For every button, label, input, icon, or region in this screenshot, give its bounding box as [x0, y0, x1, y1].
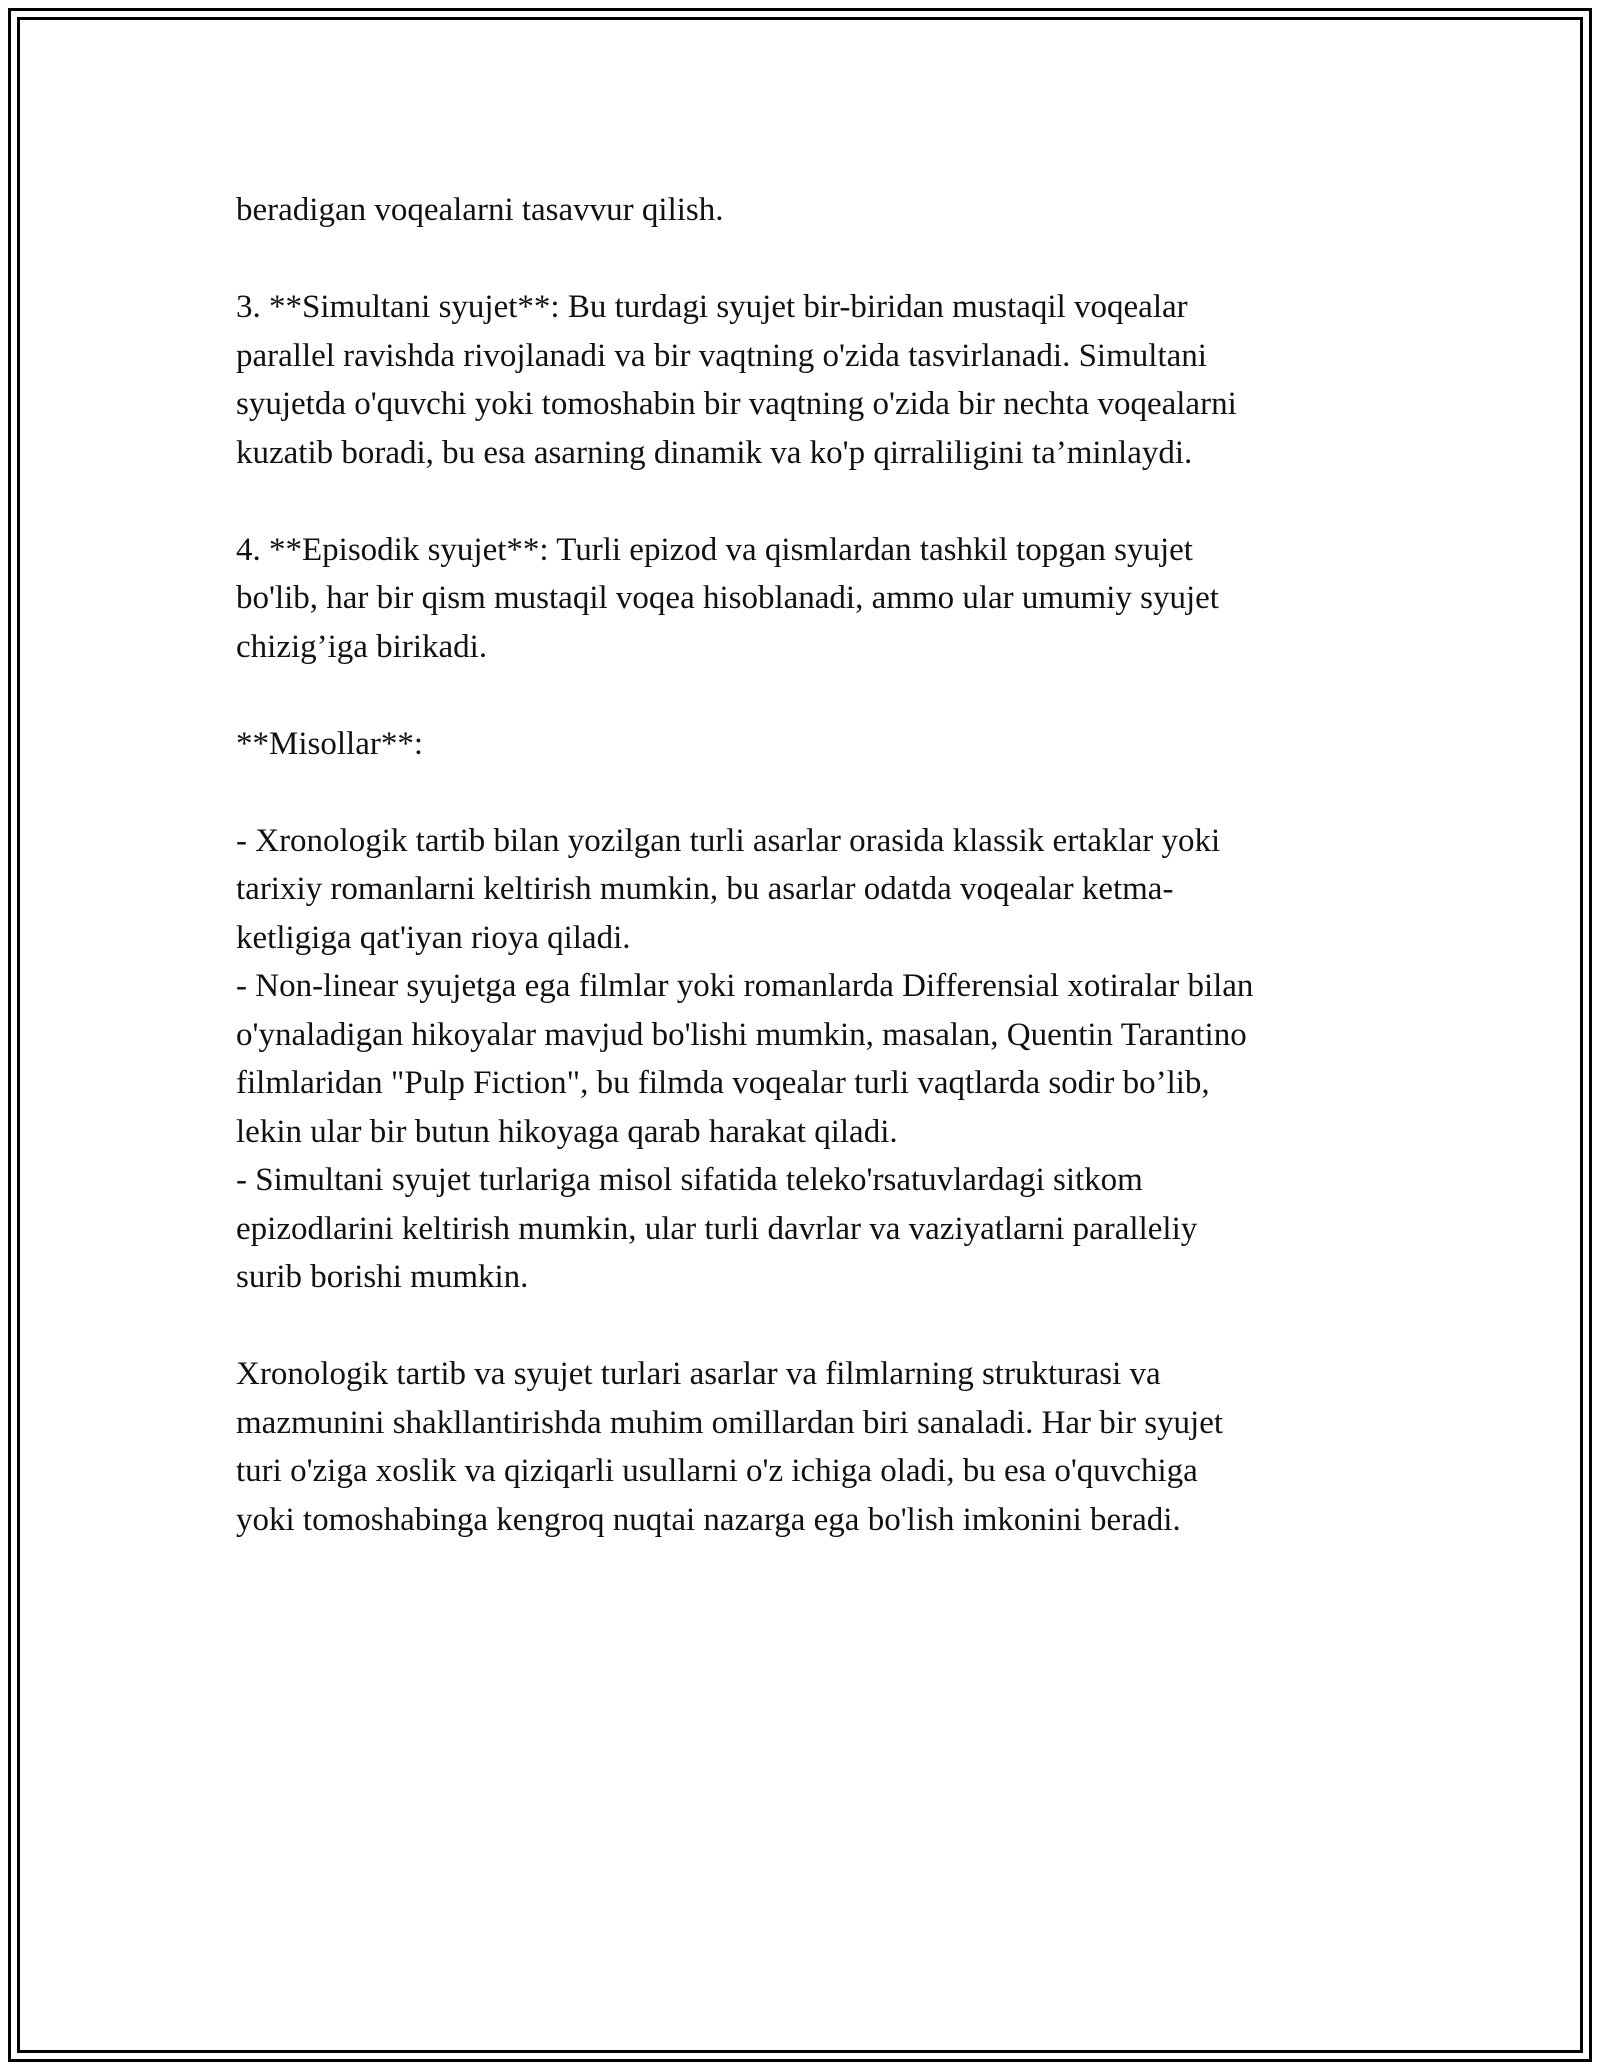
text-line: parallel ravishda rivojlanadi va bir vaqtning o'zida tasvirlanadi. Simultani — [236, 337, 1207, 374]
paragraph-simultaneous-plot — [236, 283, 1386, 477]
text-line: mazmunini shakllantirishda muhim omillardan biri sanaladi. Har bir syujet — [236, 1404, 1224, 1441]
text-line: 4. **Episodik syujet**: Turli epizod va qismlardan tashkil topgan syujet — [236, 531, 1193, 568]
text-line: kuzatib boradi, bu esa asarning dinamik va ko'p qirraliligini ta’minlaydi. — [236, 434, 1193, 471]
text-line: 3. **Simultani syujet**: Bu turdagi syujet bir-biridan mustaqil voqealar — [236, 289, 1188, 325]
text-line: tarixiy romanlarni keltirish mumkin, bu asarlar odatda voqealar ketma- — [236, 871, 1174, 907]
text-line: - Non-linear syujetga ega filmlar yoki romanlarda Differensial xotiralar bilan — [236, 968, 1254, 1004]
paragraph-examples-list — [236, 817, 1386, 1302]
text-line: beradigan voqealarni tasavvur qilish. — [236, 192, 724, 228]
text-line: epizodlarini keltirish mumkin, ular turli davrlar va vaziyatlarni paralleliy — [236, 1210, 1198, 1247]
paragraph-examples-heading — [236, 720, 1386, 769]
paragraph-episodic-plot — [236, 526, 1386, 672]
text-line: filmlaridan "Pulp Fiction", bu filmda voqealar turli vaqtlarda sodir bo’lib, — [236, 1065, 1210, 1101]
text-line: - Xronologik tartib bilan yozilgan turli asarlar orasida klassik ertaklar yoki — [236, 822, 1221, 859]
paragraph-intro-continuation — [236, 186, 1386, 235]
text-line: yoki tomoshabinga kengroq nuqtai nazarga ega bo'lish imkonini beradi. — [236, 1501, 1181, 1538]
paragraph-conclusion — [236, 1350, 1386, 1544]
text-line: surib borishi mumkin. — [236, 1259, 529, 1295]
text-line: - Simultani syujet turlariga misol sifatida teleko'rsatuvlardagi sitkom — [236, 1162, 1143, 1198]
text-line: **Misollar**: — [236, 725, 423, 762]
document-body — [236, 186, 1386, 1593]
text-line: lekin ular bir butun hikoyaga qarab harakat qiladi. — [236, 1113, 898, 1150]
text-line: chizig’iga birikadi. — [236, 628, 488, 665]
text-line: Xronologik tartib va syujet turlari asarlar va filmlarning strukturasi va — [236, 1356, 1161, 1392]
text-line: syujetda o'quvchi yoki tomoshabin bir vaqtning o'zida bir nechta voqealarni — [236, 386, 1237, 422]
text-line: ketligiga qat'iyan rioya qiladi. — [236, 919, 631, 956]
text-line: bo'lib, har bir qism mustaqil voqea hisoblanadi, ammo ular umumiy syujet — [236, 580, 1219, 616]
text-line: o'ynaladigan hikoyalar mavjud bo'lishi mumkin, masalan, Quentin Tarantino — [236, 1016, 1247, 1053]
text-line: turi o'ziga xoslik va qiziqarli usullarni o'z ichiga oladi, bu esa o'quvchiga — [236, 1453, 1198, 1489]
